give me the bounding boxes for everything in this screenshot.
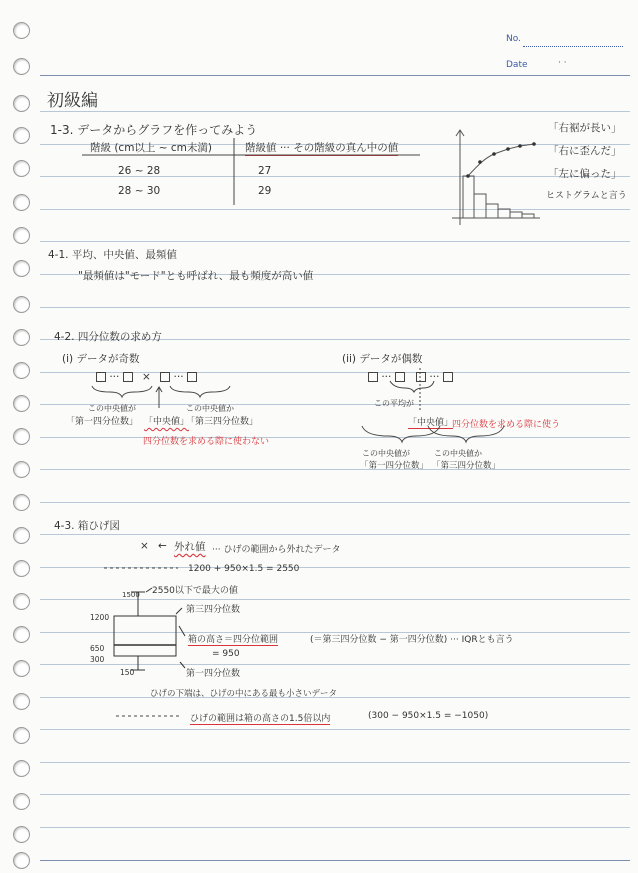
table-cell: 26 ~ 28	[118, 165, 161, 177]
date-dots: · ·	[558, 58, 567, 68]
whisker-range-calc: (300 − 950×1.5 = −1050)	[368, 711, 489, 721]
q1-label: 第一四分位数	[186, 669, 241, 679]
ellipsis: ···	[109, 371, 120, 383]
even-right-note2: 「第三四分位数」	[432, 461, 501, 471]
section-4-1-heading: 4-1. 平均、中央値、最頻値	[48, 249, 177, 261]
page-title: 初級編	[47, 91, 98, 111]
iqr-definition: (＝第三四分位数 − 第一四分位数) ··· IQRとも言う	[310, 635, 514, 645]
histogram-note: 「右裾が長い」	[548, 122, 622, 134]
case-even-label: (ii) データが偶数	[342, 353, 423, 365]
odd-right-note1: この中央値か	[186, 404, 234, 413]
case-odd-label: (i) データが奇数	[62, 353, 140, 365]
even-left-note2: 「第一四分位数」	[360, 461, 429, 471]
mode-definition: "最頻値は"モード"とも呼ばれ、最も頻度が高い値	[78, 270, 314, 282]
iqr-label: 箱の高さ＝四分位範囲	[188, 632, 278, 646]
table-col-class: 階級 (cm以上 ~ cm未満)	[90, 142, 213, 154]
ellipsis: ···	[173, 371, 184, 383]
median-cross: ×	[142, 371, 151, 383]
table-cell: 27	[258, 165, 272, 177]
table-cell: 28 ~ 30	[118, 185, 161, 197]
upper-bound-calc: 1200 + 950×1.5 = 2550	[188, 564, 300, 574]
even-red-note: 四分位数を求める際に使う	[452, 420, 561, 430]
dashed-leaders	[104, 568, 182, 716]
histogram-note: 「左に偏った」	[548, 168, 622, 180]
even-median-label: 「中央値」	[408, 415, 453, 429]
q3-label: 第三四分位数	[186, 605, 241, 615]
table-cell: 29	[258, 185, 272, 197]
even-left-note1: この中央値が	[362, 449, 410, 458]
odd-red-note: 四分位数を求める際に使わない	[143, 437, 270, 447]
histogram-note: ヒストグラムと言う	[546, 191, 627, 201]
section-4-2-heading: 4-2. 四分位数の求め方	[54, 331, 162, 343]
axis-300: 300	[90, 655, 105, 664]
axis-1200: 1200	[90, 613, 110, 622]
whisker-low-note: ひげの下端は、ひげの中にある最も小さいデータ	[150, 689, 338, 699]
outlier-arrow: ←	[158, 540, 167, 552]
histogram-sketch	[452, 130, 540, 225]
outlier-definition: ··· ひげの範囲から外れたデータ	[212, 545, 341, 555]
ellipsis: ···	[381, 371, 392, 383]
odd-left-note1: この中央値が	[88, 404, 136, 413]
date-label: Date	[506, 60, 528, 70]
histogram-points	[466, 142, 536, 178]
quartile-braces	[92, 368, 504, 442]
outlier-word: 外れ値	[174, 541, 206, 553]
axis-650: 650	[90, 644, 105, 653]
iqr-value: = 950	[212, 649, 240, 659]
table-lines	[82, 138, 420, 205]
ellipsis: ···	[429, 371, 440, 383]
axis-150: 150	[120, 668, 135, 677]
histogram-note: 「右に歪んだ」	[548, 145, 622, 157]
outlier-mark: ×	[140, 540, 149, 552]
even-average-note: この平均が	[374, 399, 414, 408]
even-right-note1: この中央値か	[434, 449, 482, 458]
axis-1500: 1500	[122, 591, 140, 599]
odd-left-note2: 「第一四分位数」	[66, 417, 139, 427]
no-label: No.	[506, 34, 521, 44]
section-4-3-heading: 4-3. 箱ひげ図	[54, 520, 120, 532]
odd-median-label: 「中央値」	[144, 417, 190, 427]
box-plot	[114, 588, 185, 670]
max-note: 2550以下で最大の値	[152, 586, 238, 596]
table-col-midpoint: 階級値 ··· その階級の真ん中の値	[245, 142, 399, 154]
section-1-3-heading: 1-3. データからグラフを作ってみよう	[50, 123, 258, 137]
odd-right-note2: 「第三四分位数」	[186, 417, 259, 427]
whisker-range-label: ひげの範囲は箱の高さの1.5倍以内	[190, 711, 330, 725]
